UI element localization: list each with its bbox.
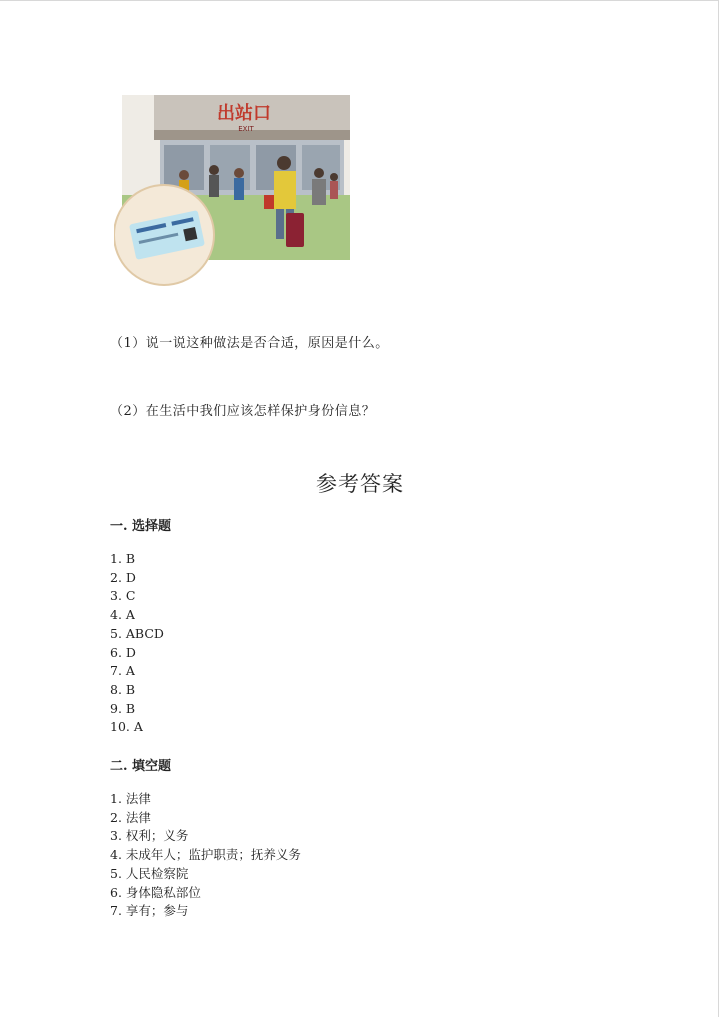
list-item: 7. A xyxy=(110,663,135,679)
list-item: 3. C xyxy=(110,588,136,604)
list-item: 5. 人民检察院 xyxy=(110,865,189,881)
list-item: 10. A xyxy=(110,719,143,735)
list-item: 2. D xyxy=(110,569,136,585)
sign-text: 出站口 xyxy=(217,103,271,124)
choice-answer-list xyxy=(110,550,164,737)
station-exit-illustration xyxy=(114,95,350,291)
list-item: 1. 法律 xyxy=(110,791,151,806)
list-item: 1. B xyxy=(110,551,136,566)
fill-answer-list xyxy=(110,790,301,921)
section-heading-choice: 一. 选择题 xyxy=(110,519,172,534)
list-item: 6. 身体隐私部位 xyxy=(110,884,201,900)
list-item: 4. 未成年人；监护职责；抚养义务 xyxy=(110,847,301,863)
exit-text: EXIT xyxy=(238,125,254,133)
question-2: （2）在生活中我们应该怎样保护身份信息？ xyxy=(110,404,376,419)
list-item: 5. ABCD xyxy=(110,625,164,641)
question-1: （1）说一说这种做法是否合适，原因是什么。 xyxy=(110,336,389,351)
list-item: 4. A xyxy=(110,607,135,623)
list-item: 3. 权利；义务 xyxy=(110,828,189,844)
section-heading-fill: 二. 填空题 xyxy=(110,759,172,774)
list-item: 6. D xyxy=(110,644,136,660)
list-item: 7. 享有；参与 xyxy=(110,903,189,919)
list-item: 8. B xyxy=(110,681,136,697)
list-item: 9. B xyxy=(110,700,136,716)
list-item: 2. 法律 xyxy=(110,809,151,825)
answer-title: 参考答案 xyxy=(316,472,404,496)
